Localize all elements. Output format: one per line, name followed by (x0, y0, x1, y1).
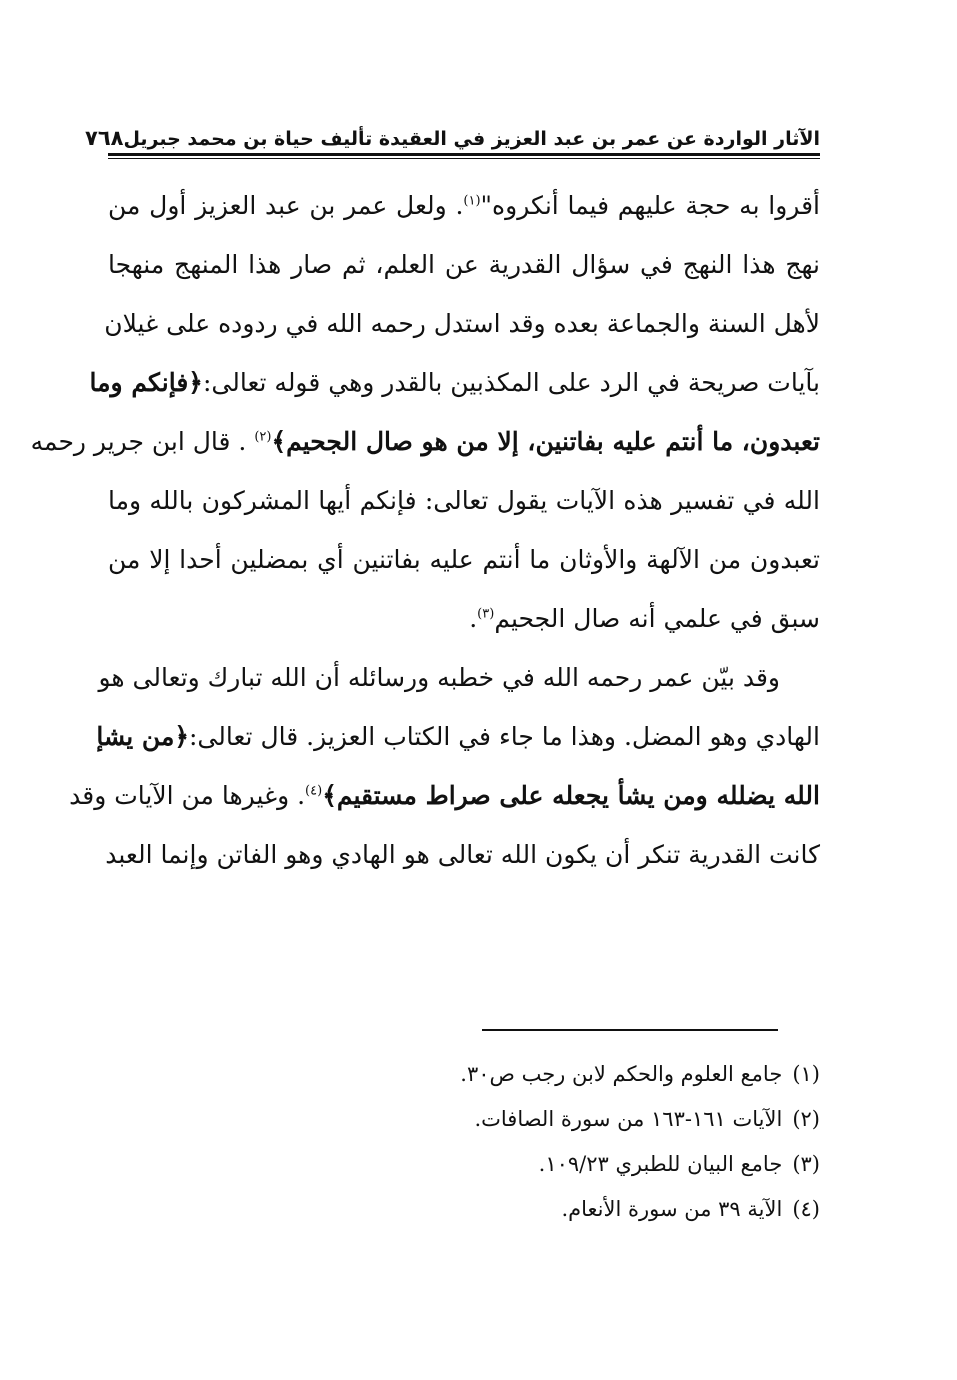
quran-verse: تعبدون، ما أنتم عليه بفاتنين، إلا من هو صال الجحيم﴾ (271, 427, 820, 456)
paragraph-line: الهادي وهو المضل. وهذا ما جاء في الكتاب العزيز. قال تعالى:﴿من يشإ (96, 722, 820, 751)
paragraph-line: الله في تفسير هذه الآيات يقول تعالى: فإنكم أيها المشركون بالله وما (108, 486, 820, 515)
header-title: الآثار الواردة عن عمر بن عبد العزيز في العقيدة تأليف حياة بن محمد جبريل (123, 128, 820, 150)
footnote-ref: (٣) (477, 606, 495, 622)
header-rule (108, 153, 820, 156)
footnote-ref: (١) (463, 193, 481, 209)
footnote-ref: (٤) (305, 783, 323, 799)
paragraph-line: وقد بيّن عمر رحمه الله في خطبه ورسائله أن الله تبارك وتعالى هو (98, 663, 780, 692)
paragraph-line: بآيات صريحة في الرد على المكذبين بالقدر وهي قوله تعالى:﴿فإنكم وما (89, 368, 820, 397)
footnote-item (300, 1187, 820, 1232)
paragraph-line: كانت القدرية تنكر أن يكون الله تعالى هو الهادي وهو الفاتن وإنما العبد (105, 840, 820, 869)
paragraph-line: أقروا به حجة عليهم فيما أنكروه"$^{(١)}$. ولعل عمر بن عبد العزيز أول من (108, 191, 821, 220)
body-text (30, 176, 821, 884)
footnote-number: (٤) (792, 1197, 820, 1221)
paragraph-line: تعبدون، ما أنتم عليه بفاتنين، إلا من هو صال الجحيم﴾$^{(٢)}$ . قال ابن جرير رحمه (30, 427, 820, 456)
footnotes (300, 1052, 820, 1232)
footnote-item (300, 1052, 820, 1097)
paragraph-line: سبق في علمي أنه صال الجحيم$^{(٣)}$. (469, 604, 820, 633)
running-header (85, 120, 820, 150)
footnote-item (300, 1097, 820, 1142)
quran-verse: الله يضلله ومن يشأ يجعله على صراط مستقيم﴾ (322, 781, 820, 810)
footnote-text: جامع البيان للطبري ١٠٩/٢٣. (538, 1152, 783, 1176)
paragraph-line: تعبدون من الآلهة والأوثان ما أنتم عليه بفاتنين أي بمضلين أحدا إلا من (108, 545, 820, 574)
footnote-number: (٢) (792, 1107, 820, 1131)
footnote-number: (٣) (792, 1152, 820, 1176)
paragraph-line: لأهل السنة والجماعة بعده وقد استدل رحمه الله في ردوده على غيلان (104, 309, 820, 338)
paragraph-line: الله يضلله ومن يشأ يجعله على صراط مستقيم﴾$^{(٤)}$. وغيرها من الآيات وقد (69, 781, 820, 810)
footnote-text: الآيات ١٦١-١٦٣ من سورة الصافات. (474, 1107, 783, 1131)
footnote-separator (482, 1029, 778, 1031)
quran-verse: ﴿فإنكم وما (89, 368, 203, 397)
page-number: ٧٦٨ (85, 126, 124, 150)
quran-verse: ﴿من يشإ (96, 722, 189, 751)
paragraph-line: نهج هذا النهج في سؤال القدرية عن العلم، ثم صار هذا المنهج منهجا (108, 250, 820, 279)
footnote-text: جامع العلوم والحكم لابن رجب ص٣٠. (460, 1062, 783, 1086)
footnote-ref: (٢) (254, 429, 272, 445)
header-rule-thin (108, 158, 820, 159)
footnote-text: الآية ٣٩ من سورة الأنعام. (561, 1197, 783, 1221)
footnote-item (300, 1142, 820, 1187)
footnote-number: (١) (792, 1062, 820, 1086)
